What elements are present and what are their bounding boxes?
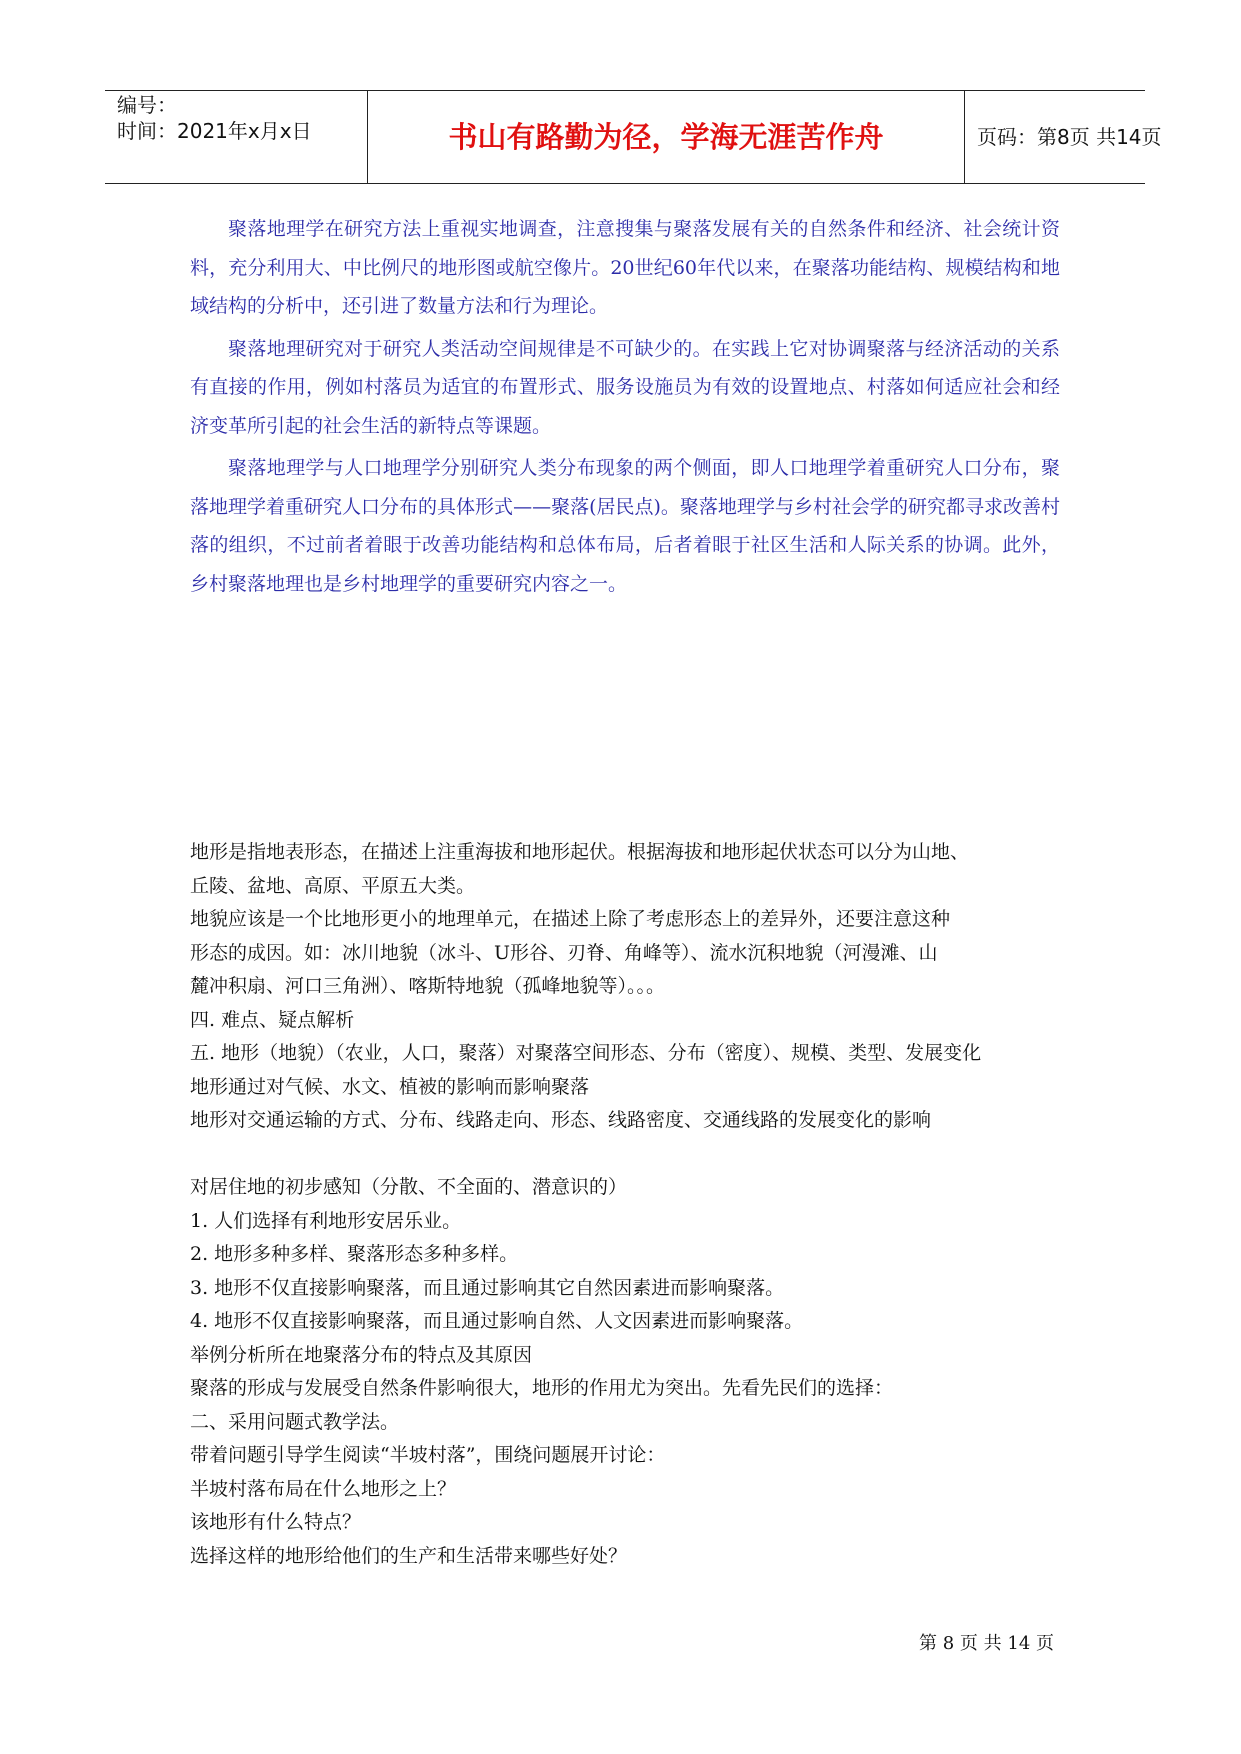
body-line: 地形对交通运输的方式、分布、线路走向、形态、线路密度、交通线路的发展变化的影响	[190, 1109, 932, 1131]
header-info-cell	[105, 91, 368, 183]
blue-paragraph: 聚落地理研究对于研究人类活动空间规律是不可缺少的。在实践上它对协调聚落与经济活动的关系有直接的作用，例如村落员为适宜的布置形式、服务设施员为有效的设置地点、村落如何适应社会和经济变革所引起的社会生活的新特点等课题。	[190, 337, 1060, 437]
body-line: 对居住地的初步感知（分散、不全面的、潜意识的）	[190, 1176, 628, 1198]
page-footer: 第 8 页 共 14 页	[919, 1633, 1054, 1654]
body-line: 聚落的形成与发展受自然条件影响很大，地形的作用尤为突出。先看先民们的选择：	[190, 1377, 894, 1399]
body-line: 麓冲积扇、河口三角洲）、喀斯特地貌（孤峰地貌等）。。。	[190, 975, 666, 997]
numbered-item: 2. 地形多种多样、聚落形态多种多样。	[190, 1243, 519, 1265]
blue-paragraph: 聚落地理学在研究方法上重视实地调查，注意搜集与聚落发展有关的自然条件和经济、社会统计资料，充分利用大、中比例尺的地形图或航空像片。20世纪60年代以来，在聚落功能结构、规模结构和地域结构的分析中，还引进了数量方法和行为理论。	[190, 218, 1060, 317]
header-page-cell	[965, 91, 1162, 183]
section-heading-2: 二、采用问题式教学法。	[190, 1410, 400, 1433]
body-text-section	[190, 836, 1070, 1573]
blue-text-section	[190, 210, 1060, 607]
section-heading-4: 四. 难点、疑点解析	[190, 1008, 355, 1031]
body-line: 地形通过对气候、水文、植被的影响而影响聚落	[190, 1075, 590, 1098]
document-number-label: 编号：	[117, 93, 177, 117]
document-time-label: 时间：2021年x月x日	[117, 119, 312, 143]
question-line: 半坡村落布局在什么地形之上？	[190, 1477, 457, 1500]
question-line: 选择这样的地形给他们的生产和生活带来哪些好处？	[190, 1544, 628, 1567]
body-line: 丘陵、盆地、高原、平原五大类。	[190, 874, 476, 897]
numbered-item: 1. 人们选择有利地形安居乐业。	[190, 1209, 462, 1232]
body-line: 地貌应该是一个比地形更小的地理单元，在描述上除了考虑形态上的差异外，还要注意这种	[190, 908, 951, 930]
body-line: 举例分析所在地聚落分布的特点及其原因	[190, 1343, 533, 1366]
blue-paragraph: 聚落地理学与人口地理学分别研究人类分布现象的两个侧面，即人口地理学着重研究人口分布，聚落地理学着重研究人口分布的具体形式——聚落(居民点)。聚落地理学与乡村社会学的研究都寻求改善村落的组织，不过前者着眼于改善功能结构和总体布局，后者着眼于社区生活和人际关系的协调。此外，乡村聚落地理也是乡村地理学的重要研究内容之一。	[190, 457, 1060, 595]
motto-text: 书山有路勤为径，学海无涯苦作舟	[448, 120, 884, 154]
numbered-item: 4. 地形不仅直接影响聚落，而且通过影响自然、人文因素进而影响聚落。	[190, 1310, 804, 1332]
blank-line	[190, 1138, 1070, 1172]
page-header	[105, 90, 1162, 184]
question-line: 该地形有什么特点？	[190, 1511, 362, 1533]
body-line: 地形是指地表形态，在描述上注重海拔和地形起伏。根据海拔和地形起伏状态可以分为山地、	[190, 841, 970, 863]
numbered-item: 3. 地形不仅直接影响聚落，而且通过影响其它自然因素进而影响聚落。	[190, 1276, 785, 1299]
header-motto-cell	[368, 91, 965, 183]
page-code-label: 页码：第8页 共14页	[977, 125, 1162, 149]
body-line: 形态的成因。如：冰川地貌（冰斗、U形谷、刃脊、角峰等）、流水沉积地貌（河漫滩、山	[190, 941, 938, 964]
section-heading-5: 五. 地形（地貌）（农业，人口，聚落）对聚落空间形态、分布（密度）、规模、类型、发展变化	[190, 1042, 982, 1064]
body-line: 带着问题引导学生阅读“半坡村落”，围绕问题展开讨论：	[190, 1444, 666, 1466]
